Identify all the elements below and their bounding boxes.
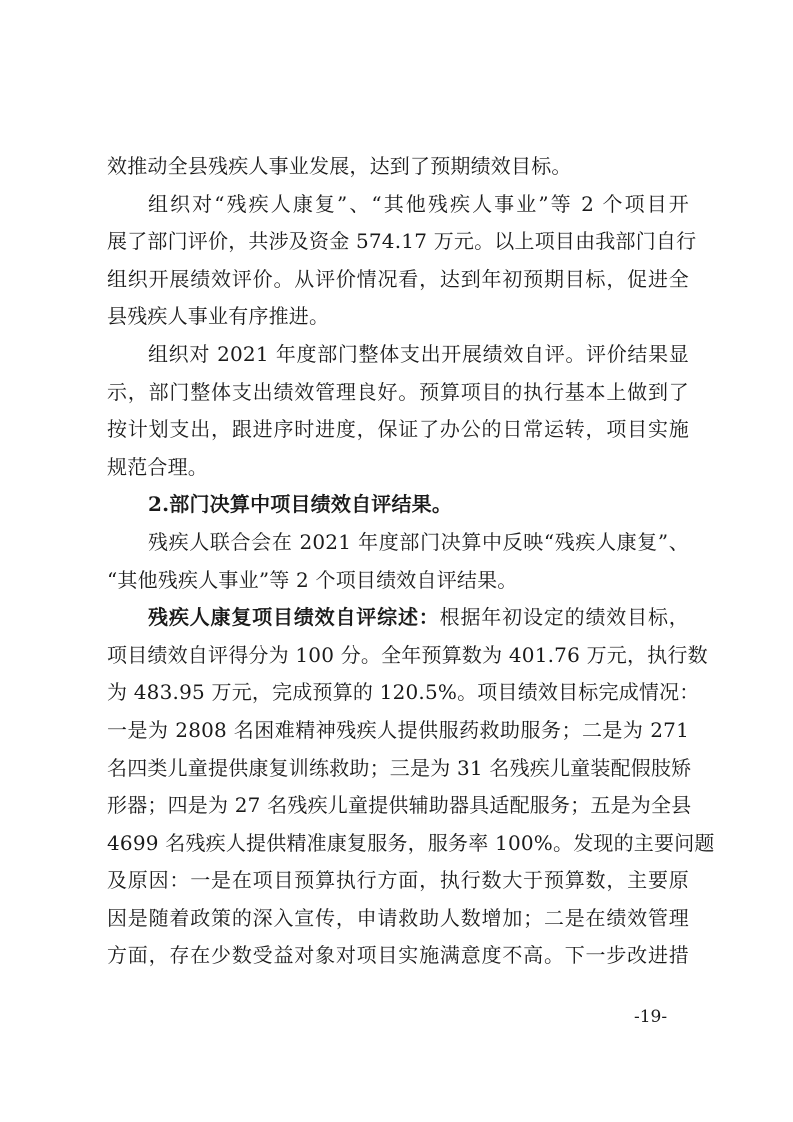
text-line: 一是为 2808 名困难精神残疾人提供服药救助服务；二是为 271	[107, 717, 689, 742]
text-line: 按计划支出，跟进序时进度，保证了办公的日常运转，项目实施	[107, 417, 689, 442]
section-heading: 2.部门决算中项目绩效自评结果。	[148, 492, 453, 517]
text-line: 为 483.95 万元，完成预算的 120.5%。项目绩效目标完成情况：	[107, 680, 700, 705]
document-body	[107, 148, 715, 975]
page-number: -19-	[634, 1007, 668, 1027]
text-line: 组织对 2021 年度部门整体支出开展绩效自评。评价结果显	[148, 341, 689, 366]
text-line: 组织开展绩效评价。从评价情况看，达到年初预期目标，促进全	[107, 266, 689, 291]
text-line: 名四类儿童提供康复训练救助；三是为 31 名残疾儿童装配假肢矫	[107, 755, 692, 780]
text-line: 组织对“残疾人康复”、“其他残疾人事业”等 2 个项目开	[148, 191, 689, 216]
text-line: “其他残疾人事业”等 2 个项目绩效自评结果。	[107, 567, 518, 592]
text-line: 及原因：一是在项目预算执行方面，执行数大于预算数，主要原	[107, 868, 689, 893]
text-line: 示，部门整体支出绩效管理良好。预算项目的执行基本上做到了	[107, 379, 689, 404]
text-line: 县残疾人事业有序推进。	[107, 304, 330, 329]
text-line: 残疾人联合会在 2021 年度部门决算中反映“残疾人康复”、	[148, 529, 689, 554]
text-fragment: 根据年初设定的绩效目标，	[439, 605, 689, 630]
text-line: 规范合理。	[107, 454, 208, 479]
text-line: 项目绩效自评得分为 100 分。全年预算数为 401.76 万元，执行数	[107, 642, 708, 667]
text-line	[107, 599, 689, 637]
text-line: 方面，存在少数受益对象对项目实施满意度不高。下一步改进措	[107, 943, 689, 968]
text-line: 因是随着政策的深入宣传，申请救助人数增加；二是在绩效管理	[107, 905, 689, 930]
bold-lead: 残疾人康复项目绩效自评综述：	[148, 605, 440, 630]
text-line: 形器；四是为 27 名残疾儿童提供辅助器具适配服务；五是为全县	[107, 793, 692, 818]
text-line: 效推动全县残疾人事业发展，达到了预期绩效目标。	[107, 154, 572, 178]
text-line: 展了部门评价，共涉及资金 574.17 万元。以上项目由我部门自行	[107, 229, 697, 254]
text-line: 4699 名残疾人提供精准康复服务，服务率 100%。发现的主要问题	[107, 830, 715, 855]
